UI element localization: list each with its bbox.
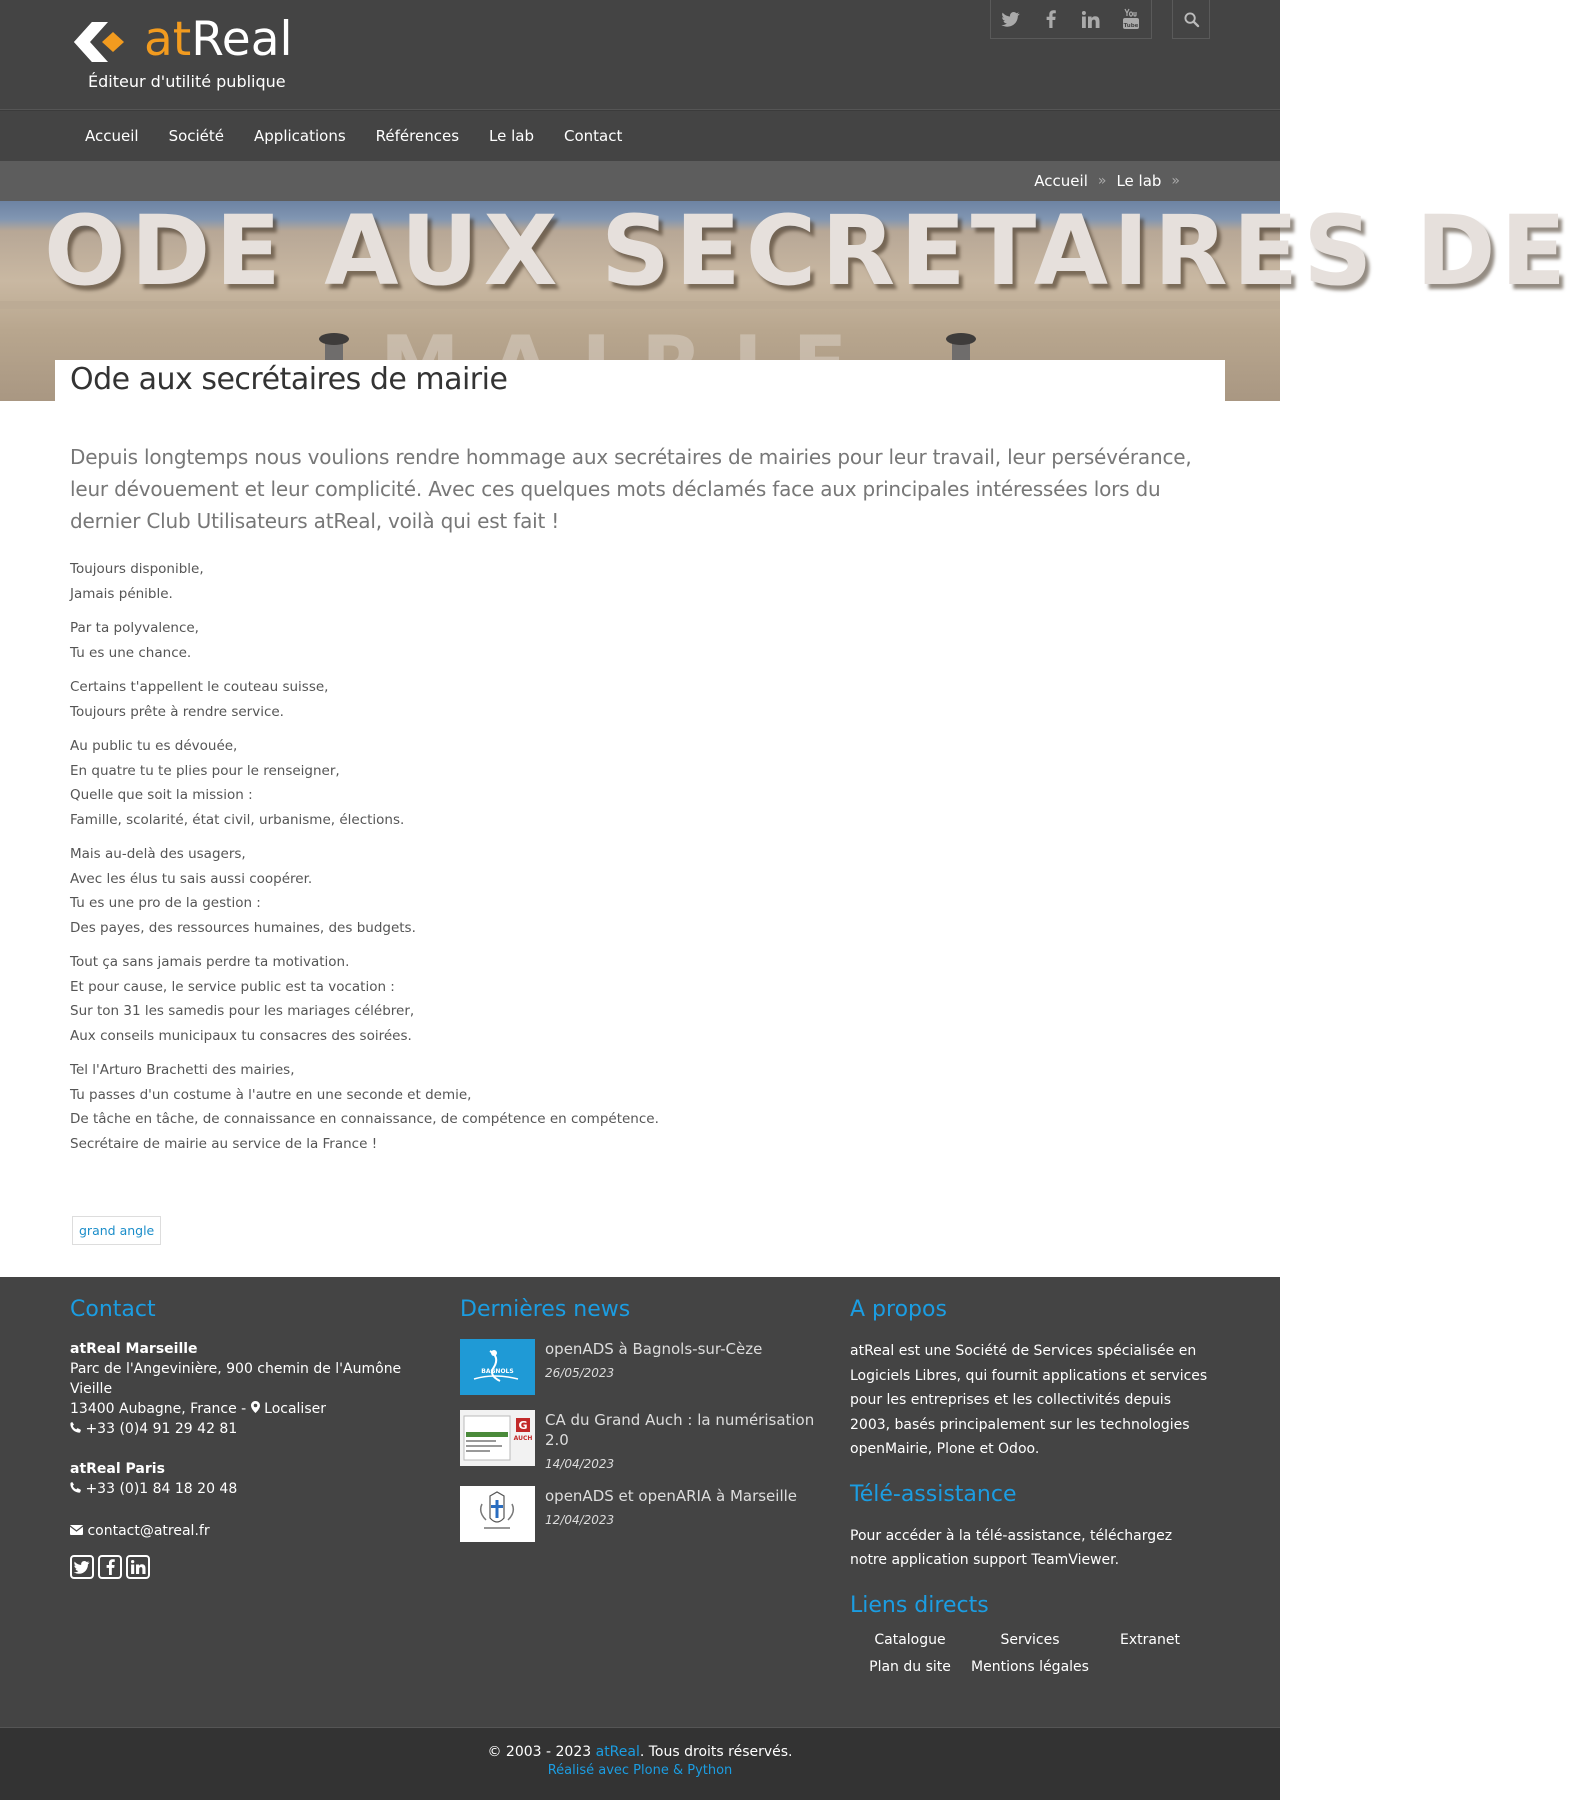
news-date: 14/04/2023: [545, 1457, 615, 1471]
link-mentions-legales[interactable]: Mentions légales: [971, 1658, 1089, 1675]
poem-line: Tout ça sans jamais perdre ta motivation.: [70, 954, 350, 970]
poem-line: Tu es une chance.: [70, 644, 192, 661]
poem-stanza: [70, 950, 1210, 1048]
footer-about: [850, 1297, 1210, 1679]
header-social-links: [990, 0, 1152, 39]
about-text: atReal est une Société de Services spécialisée en Logiciels Libres, qui fournit applications et services pour les entreprises et les collectivités depuis 2003, basés principalement sur les technologies openMairie, Plone et Odoo.: [850, 1343, 1208, 1457]
logo-real: Real: [191, 12, 293, 67]
address-line-2: 13400 Aubagne, France -: [70, 1401, 251, 1417]
poem-line: Toujours disponible,: [70, 561, 204, 577]
office-name-marseille: atReal Marseille: [70, 1341, 198, 1357]
news-thumbnail: [460, 1486, 535, 1542]
poem-line: Quelle que soit la mission :: [70, 787, 253, 803]
youtube-icon[interactable]: [1111, 0, 1151, 38]
poem-line: Sur ton 31 les samedis pour les mariages célébrer,: [70, 1003, 415, 1019]
poem-line: Tel l'Arturo Brachetti des mairies,: [70, 1062, 295, 1078]
breadcrumb-separator: »: [1097, 173, 1107, 189]
poem-line: Avec les élus tu sais aussi coopérer.: [70, 870, 313, 887]
news-title[interactable]: CA du Grand Auch : la numérisation 2.0: [545, 1411, 815, 1449]
poem-line: En quatre tu te plies pour le renseigner,: [70, 762, 340, 779]
nav-item-le-lab[interactable]: Le lab: [489, 127, 534, 145]
poem-stanza: [70, 734, 1210, 832]
address-line-1: Parc de l'Angevinière, 900 chemin de l'Aumône Vieille: [70, 1361, 402, 1397]
news-item[interactable]: [460, 1486, 820, 1542]
twitter-icon[interactable]: [991, 0, 1031, 38]
poem: [70, 557, 1210, 1156]
footer-tele-heading: Télé-assistance: [850, 1481, 1017, 1507]
phone-icon: [70, 1482, 81, 1493]
breadcrumb-item-accueil[interactable]: Accueil: [1034, 172, 1088, 190]
link-catalogue[interactable]: Catalogue: [874, 1631, 946, 1648]
linkedin-icon[interactable]: [1071, 0, 1111, 38]
banner-title-text: ODE AUX SECRETAIRES DE: [44, 195, 1571, 307]
tag-link[interactable]: grand angle: [72, 1216, 161, 1245]
news-thumbnail: [460, 1410, 535, 1466]
site-header: [0, 0, 1280, 110]
page-title: Ode aux secrétaires de mairie: [70, 362, 508, 397]
poem-stanza: [70, 842, 1210, 940]
tele-text: Pour accéder à la télé-assistance, téléchargez notre application support TeamViewer.: [850, 1527, 1173, 1568]
svg-text:Tube: Tube: [1123, 23, 1139, 29]
twitter-icon[interactable]: [70, 1555, 94, 1579]
footer-contact: [70, 1297, 430, 1579]
facebook-icon[interactable]: [1031, 0, 1071, 38]
svg-text:G: G: [518, 1419, 528, 1432]
poem-line: Aux conseils municipaux tu consacres des soirées.: [70, 1027, 412, 1044]
footer-social-links: [70, 1555, 430, 1579]
site-footer: [0, 1277, 1280, 1727]
poem-line: Des payes, des ressources humaines, des budgets.: [70, 919, 416, 936]
poem-stanza: [70, 1058, 1210, 1156]
poem-line: Au public tu es dévouée,: [70, 738, 238, 754]
article-content: [0, 401, 1280, 1245]
email-block: [70, 1521, 430, 1541]
logo-at: at: [144, 12, 192, 67]
link-plan-du-site[interactable]: Plan du site: [869, 1658, 951, 1675]
phone-icon: [70, 1422, 81, 1433]
news-title[interactable]: openADS et openARIA à Marseille: [545, 1487, 798, 1505]
link-services[interactable]: Services: [1000, 1631, 1060, 1648]
poem-line: Jamais pénible.: [70, 585, 173, 602]
nav-item-references[interactable]: Références: [375, 127, 460, 145]
poem-stanza: [70, 616, 1210, 665]
logo-wordmark: [144, 12, 293, 67]
news-title[interactable]: openADS à Bagnols-sur-Cèze: [545, 1340, 763, 1358]
nav-item-accueil[interactable]: Accueil: [85, 127, 139, 145]
news-date: 26/05/2023: [545, 1366, 615, 1380]
logo-diamond-icon: [70, 20, 130, 64]
rights-text: . Tous droits réservés.: [639, 1744, 793, 1760]
poem-stanza: [70, 675, 1210, 724]
svg-text:AUCH: AUCH: [513, 1435, 533, 1442]
poem-line: Et pour cause, le service public est ta vocation :: [70, 978, 395, 995]
poem-line: De tâche en tâche, de connaissance en connaissance, de compétence en compétence.: [70, 1111, 659, 1127]
direct-links: [850, 1629, 1210, 1679]
poem-line: Certains t'appellent le couteau suisse,: [70, 679, 329, 695]
news-date: 12/04/2023: [545, 1513, 615, 1527]
nav-item-societe[interactable]: Société: [168, 127, 225, 145]
tagline: Éditeur d'utilité publique: [88, 72, 286, 91]
breadcrumb-separator: »: [1171, 173, 1180, 189]
news-item[interactable]: [460, 1410, 820, 1471]
copyright: [0, 1742, 1280, 1762]
copyright-text: © 2003 - 2023: [487, 1744, 596, 1760]
article-title-box: [55, 360, 1225, 401]
envelope-icon: [70, 1525, 83, 1535]
poem-line: Toujours prête à rendre service.: [70, 703, 284, 720]
search-button[interactable]: [1172, 0, 1210, 39]
poem-line: Mais au-delà des usagers,: [70, 846, 246, 862]
phone-marseille: +33 (0)4 91 29 42 81: [85, 1421, 238, 1437]
poem-line: Par ta polyvalence,: [70, 620, 199, 636]
linkedin-icon[interactable]: [126, 1555, 150, 1579]
phone-paris: +33 (0)1 84 18 20 48: [85, 1481, 238, 1497]
address-marseille: [70, 1339, 430, 1439]
map-marker-icon: [251, 1401, 260, 1413]
poem-line: Secrétaire de mairie au service de la France !: [70, 1135, 378, 1152]
address-paris: [70, 1459, 430, 1499]
footer-news-heading: Dernières news: [460, 1297, 631, 1322]
poem-line: Famille, scolarité, état civil, urbanisme, élections.: [70, 811, 405, 828]
office-name-paris: atReal Paris: [70, 1461, 165, 1477]
main-nav: [0, 110, 1280, 161]
news-text: [545, 1486, 797, 1542]
made-with-link[interactable]: Réalisé avec Plone & Python: [547, 1763, 733, 1778]
svg-text:BAGNOLS: BAGNOLS: [481, 1368, 514, 1375]
news-thumbnail: [460, 1339, 535, 1395]
footer-bottom-bar: [0, 1727, 1280, 1800]
footer-links-heading: Liens directs: [850, 1592, 989, 1618]
poem-line: Tu es une pro de la gestion :: [70, 895, 261, 911]
footer-about-heading: A propos: [850, 1297, 947, 1322]
nav-item-applications[interactable]: Applications: [254, 127, 346, 145]
poem-stanza: [70, 557, 1210, 606]
brand-link[interactable]: atReal: [595, 1744, 640, 1760]
link-extranet[interactable]: Extranet: [1120, 1631, 1180, 1648]
localiser-link[interactable]: Localiser: [264, 1401, 326, 1417]
footer-news: [460, 1297, 820, 1557]
search-icon: [1184, 12, 1199, 27]
nav-item-contact[interactable]: Contact: [564, 127, 623, 145]
email-link[interactable]: contact@atreal.fr: [87, 1523, 210, 1539]
site-logo[interactable]: [70, 14, 370, 94]
article-lead: Depuis longtemps nous voulions rendre hommage aux secrétaires de mairies pour leur travail, leur persévérance, leur dévouement et leur complicité. Avec ces quelques mots déclamés face aux principales intéressées lors du dernier Club Utilisateurs atReal, voilà qui est fait !: [70, 445, 1192, 533]
footer-contact-heading: Contact: [70, 1297, 156, 1322]
poem-line: Tu passes d'un costume à l'autre en une seconde et demie,: [70, 1086, 472, 1103]
breadcrumb-item-le-lab[interactable]: Le lab: [1116, 172, 1162, 190]
news-text: [545, 1339, 762, 1395]
news-item[interactable]: [460, 1339, 820, 1395]
facebook-icon[interactable]: [98, 1555, 122, 1579]
news-text: [545, 1410, 820, 1471]
